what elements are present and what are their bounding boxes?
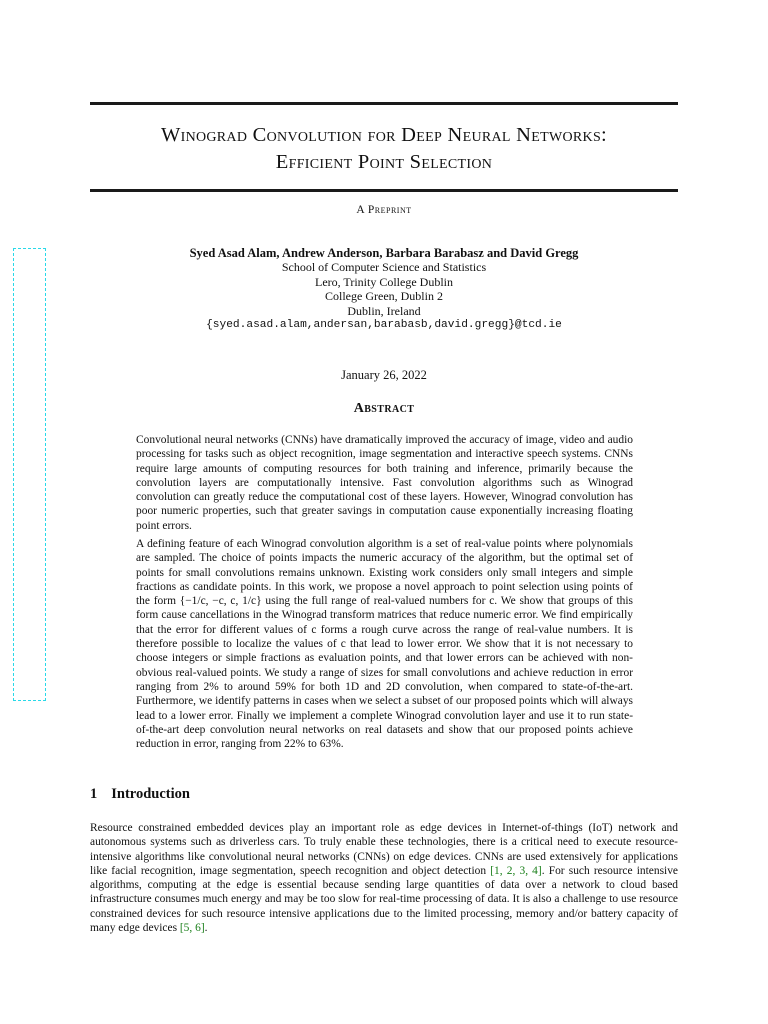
arxiv-sidebar-box <box>13 248 46 701</box>
introduction-paragraph <box>90 821 678 935</box>
title-line-1: Winograd Convolution for Deep Neural Networks: <box>160 124 608 146</box>
affiliation-line: College Green, Dublin 2 <box>325 289 443 304</box>
affiliation-line: Dublin, Ireland <box>347 303 421 318</box>
bottom-rule <box>90 189 678 192</box>
top-rule <box>90 102 678 105</box>
abstract-paragraph-2: A defining feature of each Winograd convolution algorithm is a set of real-value points where polynomials are sampled. The choice of points impacts the numeric accuracy of the algorithm, but the optimal set of points for small convolutions remains unknown. Existing work considers only small integers and simple fractions as candidate points. In this work, we propose a novel approach to point selection using points of the form {−1/c, −c, c, 1/c} using the full range of real-valued numbers for c. We show that groups of this form cause cancellations in the Winograd transform matrices that reduce numeric error. We find empirically that the error for different values of c forms a rough curve across the range of real-value numbers. It is therefore possible to localize the values of c that lead to lower error. We show that it is not necessary to choose integers or simple fractions as evaluation points, and that lower errors can be achieved with non-obvious real-valued points. We study a range of sizes for small convolutions and achieve reduction in error ranging from 2% to around 59% for both 1D and 2D convolution, when compared to state-of-the-art. Furthermore, we identify patterns in cases when we select a subset of our proposed points which will always lead to a lower error. Finally we implement a complete Winograd convolution layer and use it to run state-of-the-art deep convolution neural networks on real datasets and show that our proposed points achieve reduction in error, ranging from 22% to 63%. <box>136 538 633 751</box>
abstract-paragraph-1: Convolutional neural networks (CNNs) have dramatically improved the accuracy of image, video and audio processing for tasks such as object recognition, image segmentation and interactive speech systems. CNNs require large amounts of computing resources for both training and inference, primarily because the convolution layers are computationally intensive. Fast convolution algorithms such as Winograd convolution can greatly reduce the computational cost of these layers. However, Winograd convolution has poor numeric properties, such that greater savings in computation cause exponentially increasing floating point errors. <box>136 434 633 532</box>
section-title: Introduction <box>111 786 190 802</box>
author-list: Syed Asad Alam, Andrew Anderson, Barbara Barabasz and David Gregg <box>189 246 579 260</box>
citation-link[interactable]: [5, 6] <box>179 922 205 935</box>
section-heading <box>90 786 204 803</box>
intro-text-3: . <box>204 922 208 935</box>
section-number: 1 <box>90 786 98 802</box>
preprint-label: A Preprint <box>356 204 412 216</box>
paper-title <box>90 122 678 176</box>
paper-date: January 26, 2022 <box>341 368 427 382</box>
intro-text-1: Resource constrained embedded devices play an important role as edge devices in Internet-of-things (IoT) network and autonomous systems such as driverless cars. To truly enable these technologies, there is a critical need to execute resource-intensive algorithms like convolutional neural networks (CNNs) on edge devices. CNNs are used extensively for applications like facial recognition, image segmentation, speech recognition and object detection <box>90 822 678 877</box>
intro-text-2: . For such resource intensive algorithms, computing at the edge is essential because sending large quantities of data over a network to cloud based infrastructure consumes much energy and may be too slow for real-time processing of data. It is also a challenge to use resource constrained devices for such resource intensive applications due to the limited processing, memory and/or battery capacity of many edge devices <box>90 864 679 935</box>
author-emails: {syed.asad.alam,andersan,barabasb,david.gregg}@tcd.ie <box>206 319 562 332</box>
citation-link[interactable]: [1, 2, 3, 4] <box>490 864 542 877</box>
affiliation-block <box>90 260 678 333</box>
affiliation-line: School of Computer Science and Statistics <box>281 260 487 274</box>
title-line-2: Efficient Point Selection <box>275 151 493 173</box>
abstract-heading: Abstract <box>353 401 415 416</box>
affiliation-line: Lero, Trinity College Dublin <box>315 274 453 289</box>
